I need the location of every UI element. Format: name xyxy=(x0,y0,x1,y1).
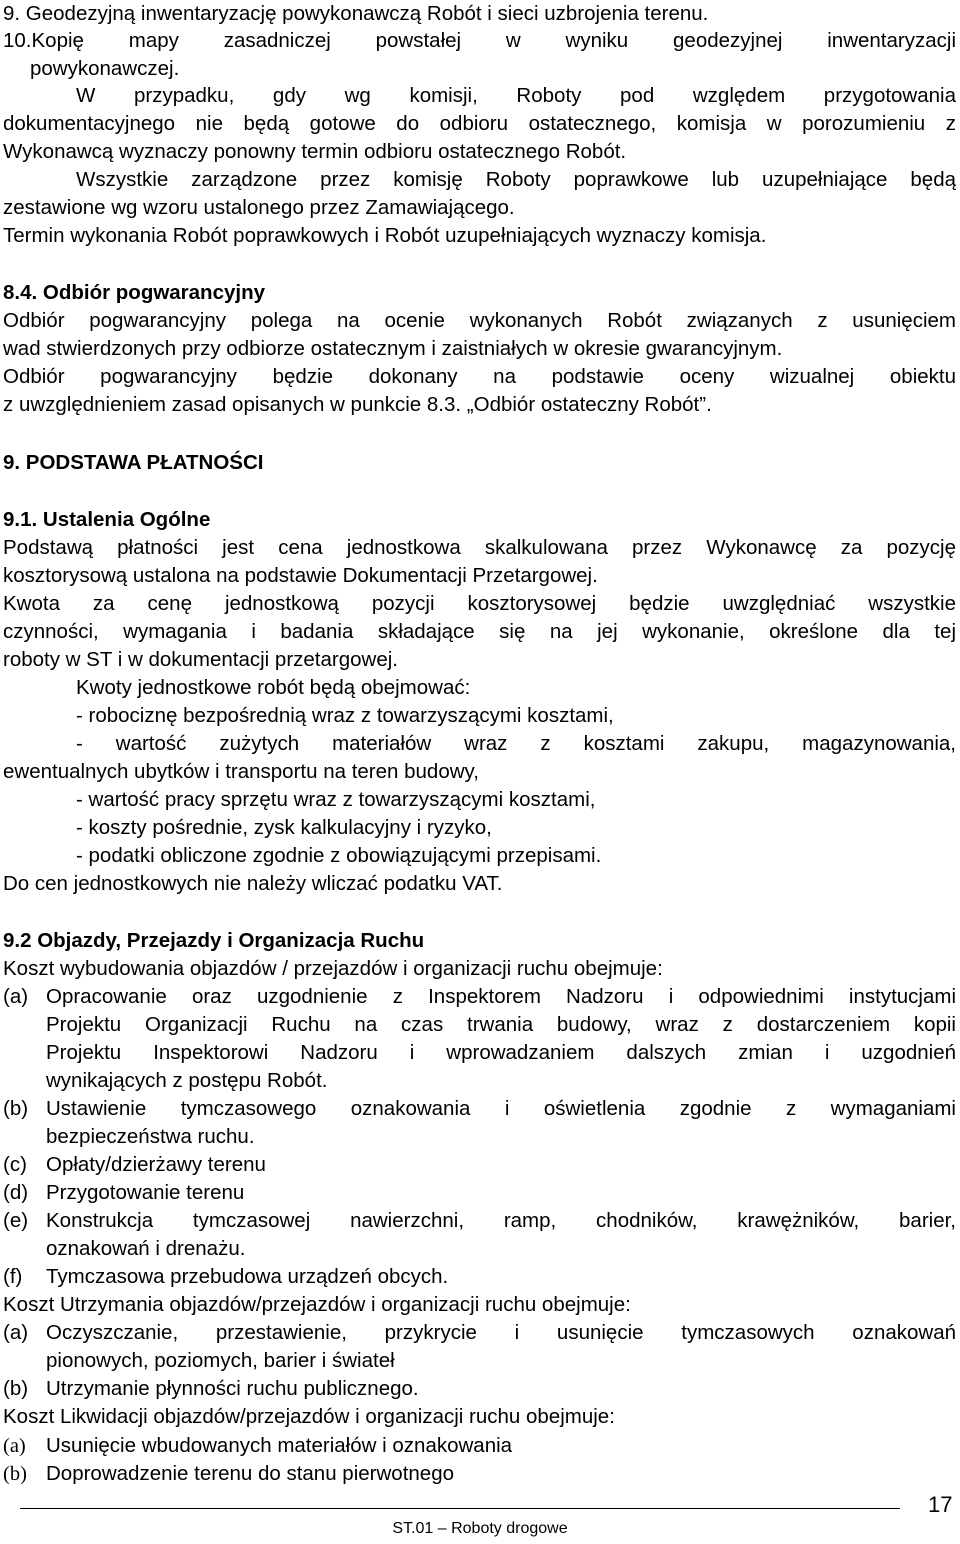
section-heading: 9.1. Ustalenia Ogólne xyxy=(3,508,211,531)
list-label: (b) xyxy=(3,1377,29,1400)
list-item: Doprowadzenie terenu do stanu pierwotnego xyxy=(46,1462,454,1485)
footer-rule xyxy=(20,1508,900,1509)
list-item: - wartość zużytych materiałów wraz z kosztami zakupu, magazynowania, xyxy=(76,732,956,755)
list-item: pionowych, poziomych, barier i świateł xyxy=(46,1349,395,1372)
list-item: Utrzymanie płynności ruchu publicznego. xyxy=(46,1377,419,1400)
text-line: Odbiór pogwarancyjny będzie dokonany na podstawie oceny wizualnej obiektu xyxy=(3,365,956,388)
text-line: Termin wykonania Robót poprawkowych i Robót uzupełniających wyznaczy komisja. xyxy=(3,224,767,247)
list-item: - podatki obliczone zgodnie z obowiązującymi przepisami. xyxy=(76,844,602,867)
text-line: 10.Kopię mapy zasadniczej powstałej w wyniku geodezyjnej inwentaryzacji xyxy=(3,29,956,52)
text-line: Wykonawcą wyznaczy ponowny termin odbioru ostatecznego Robót. xyxy=(3,140,627,163)
text-line: Kwoty jednostkowe robót będą obejmować: xyxy=(76,676,471,699)
list-label: (b) xyxy=(3,1097,29,1120)
list-item: bezpieczeństwa ruchu. xyxy=(46,1125,255,1148)
list-item: Projektu Inspektorowi Nadzoru i wprowadzaniem dalszych zmian i uzgodnień xyxy=(46,1041,956,1064)
list-label: (a) xyxy=(3,985,29,1008)
list-label: (a) xyxy=(3,1321,29,1344)
text-line: 9. Geodezyjną inwentaryzację powykonawczą Robót i sieci uzbrojenia terenu. xyxy=(3,2,709,25)
list-item: Usunięcie wbudowanych materiałów i oznakowania xyxy=(46,1434,513,1457)
list-item: Konstrukcja tymczasowej nawierzchni, ramp, chodników, krawężników, barier, xyxy=(46,1209,956,1232)
list-label: (f) xyxy=(3,1265,23,1288)
list-label: (d) xyxy=(3,1181,29,1204)
text-line: roboty w ST i w dokumentacji przetargowej. xyxy=(3,648,398,671)
section-heading: 9. PODSTAWA PŁATNOŚCI xyxy=(3,451,264,474)
text-line: kosztorysową ustalona na podstawie Dokumentacji Przetargowej. xyxy=(3,564,598,587)
list-item: wynikających z postępu Robót. xyxy=(46,1069,328,1092)
text-line: Kwota za cenę jednostkową pozycji kosztorysowej będzie uwzględniać wszystkie xyxy=(3,592,956,615)
text-line: ewentualnych ubytków i transportu na teren budowy, xyxy=(3,760,479,783)
text-line: powykonawczej. xyxy=(30,57,180,80)
list-item: Tymczasowa przebudowa urządzeń obcych. xyxy=(46,1265,449,1288)
text-line: Do cen jednostkowych nie należy wliczać podatku VAT. xyxy=(3,872,503,895)
text-line: dokumentacyjnego nie będą gotowe do odbioru ostatecznego, komisja w porozumieniu z xyxy=(3,112,956,135)
section-heading: 8.4. Odbiór pogwarancyjny xyxy=(3,281,266,304)
page-number: 17 xyxy=(928,1492,953,1517)
text-line: Koszt wybudowania objazdów / przejazdów i organizacji ruchu obejmuje: xyxy=(3,957,663,980)
list-item: Opłaty/dzierżawy terenu xyxy=(46,1153,266,1176)
section-heading: 9.2 Objazdy, Przejazdy i Organizacja Ruchu xyxy=(3,929,425,952)
list-item: - koszty pośrednie, zysk kalkulacyjny i ryzyko, xyxy=(76,816,492,839)
text-line: Koszt Utrzymania objazdów/przejazdów i organizacji ruchu obejmuje: xyxy=(3,1293,631,1316)
text-line: zestawione wg wzoru ustalonego przez Zamawiającego. xyxy=(3,196,515,219)
text-line: Odbiór pogwarancyjny polega na ocenie wykonanych Robót związanych z usunięciem xyxy=(3,309,956,332)
text-line: z uwzględnieniem zasad opisanych w punkcie 8.3. „Odbiór ostateczny Robót”. xyxy=(3,393,712,416)
list-label: (e) xyxy=(3,1209,29,1232)
text-line: Koszt Likwidacji objazdów/przejazdów i organizacji ruchu obejmuje: xyxy=(3,1405,615,1428)
list-item: - robociznę bezpośrednią wraz z towarzyszącymi kosztami, xyxy=(76,704,614,727)
text-line: W przypadku, gdy wg komisji, Roboty pod względem przygotowania xyxy=(76,84,956,107)
list-item: Oczyszczanie, przestawienie, przykrycie i usunięcie tymczasowych oznakowań xyxy=(46,1321,956,1344)
list-item: oznakowań i drenażu. xyxy=(46,1237,246,1260)
list-item: Projektu Organizacji Ruchu na czas trwania budowy, wraz z dostarczeniem kopii xyxy=(46,1013,956,1036)
list-item: Opracowanie oraz uzgodnienie z Inspektorem Nadzoru i odpowiednimi instytucjami xyxy=(46,985,956,1008)
list-label: (c) xyxy=(3,1153,27,1176)
list-item: Ustawienie tymczasowego oznakowania i oświetlenia zgodnie z wymaganiami xyxy=(46,1097,956,1120)
list-item: Przygotowanie terenu xyxy=(46,1181,245,1204)
text-line: czynności, wymagania i badania składające się na jej wykonanie, określone dla tej xyxy=(3,620,956,643)
text-line: wad stwierdzonych przy odbiorze ostatecznym i zaistniałych w okresie gwarancyjnym. xyxy=(3,337,783,360)
footer-title: ST.01 – Roboty drogowe xyxy=(392,1520,568,1537)
list-label: (b) xyxy=(3,1463,27,1485)
text-line: Podstawą płatności jest cena jednostkowa skalkulowana przez Wykonawcę za pozycję xyxy=(3,536,956,559)
list-item: - wartość pracy sprzętu wraz z towarzyszącymi kosztami, xyxy=(76,788,596,811)
text-line: Wszystkie zarządzone przez komisję Roboty poprawkowe lub uzupełniające będą xyxy=(76,168,956,191)
list-label: (a) xyxy=(3,1435,26,1457)
